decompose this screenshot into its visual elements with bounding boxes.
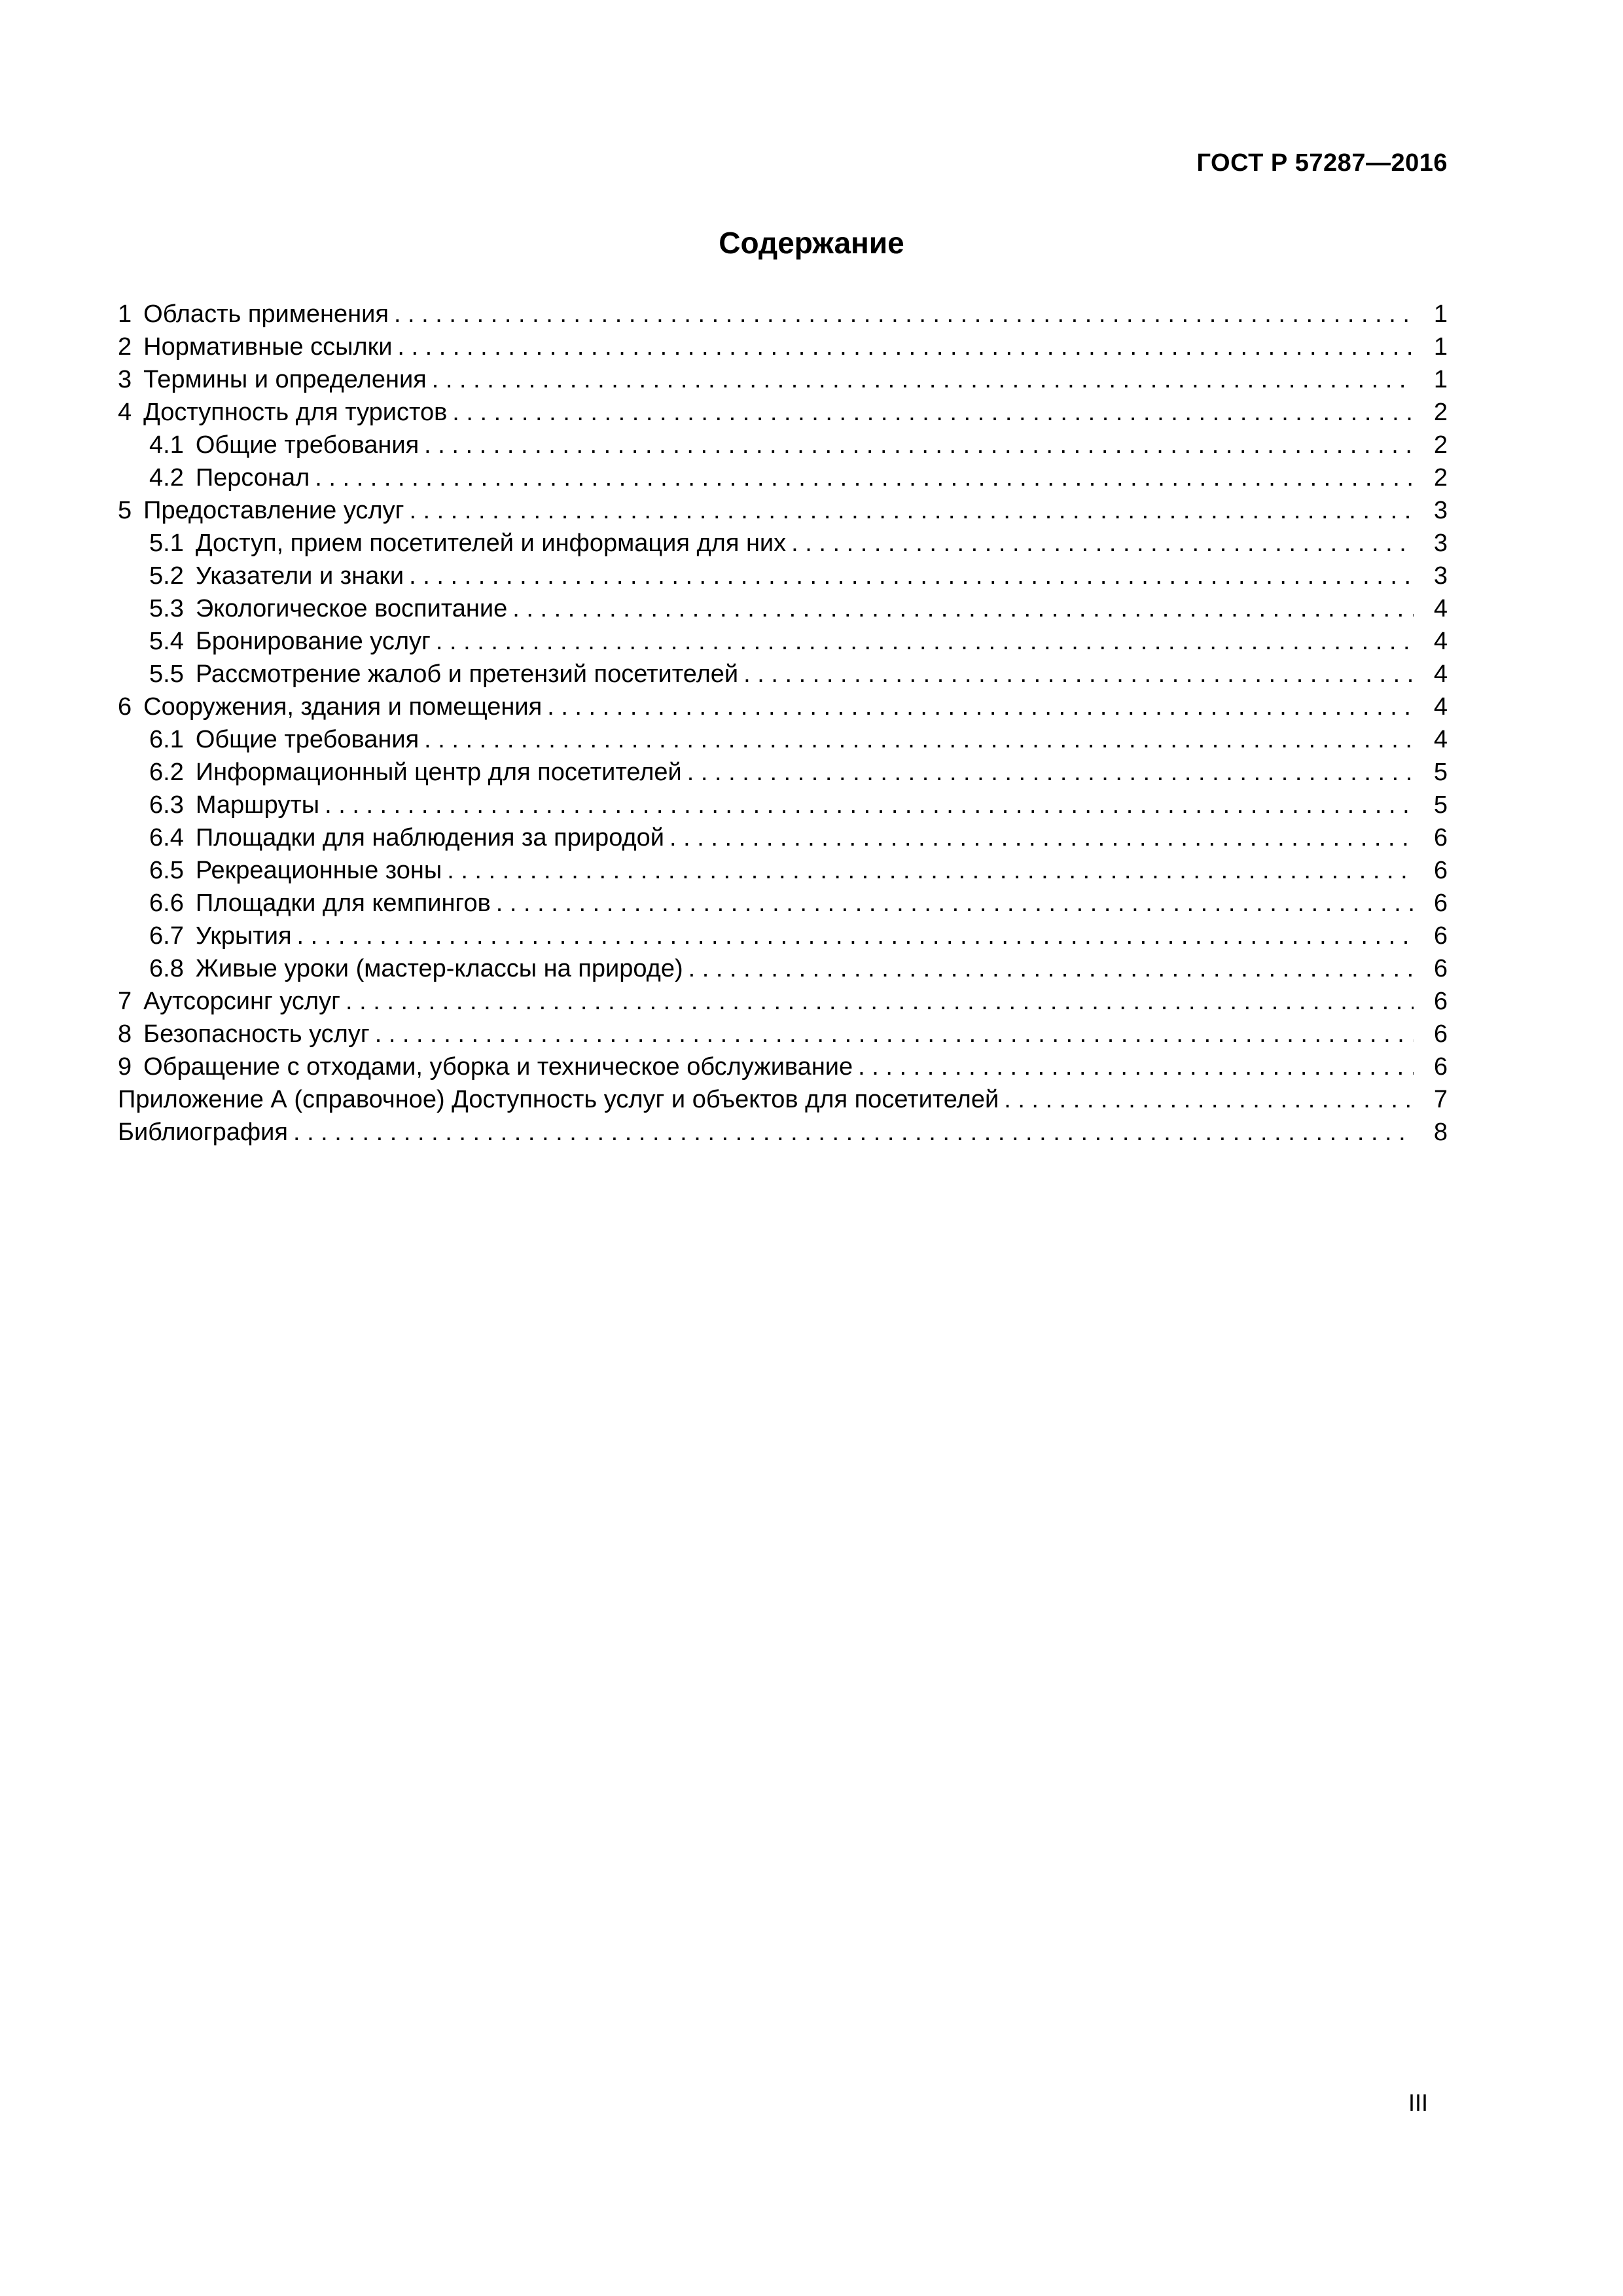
toc-entry-page: 6 [1433, 824, 1448, 852]
toc-entry-page: 6 [1433, 955, 1448, 982]
toc-entry[interactable] [118, 1116, 1448, 1149]
toc-entry[interactable] [118, 592, 1448, 625]
toc-entry-title: Живые уроки (мастер-классы на природе) [195, 955, 683, 982]
toc-entry-number: 5.5 [149, 660, 184, 688]
toc-entry-page: 3 [1433, 529, 1448, 557]
toc-entry-title: Область применения [143, 300, 389, 328]
toc-entry-title: Информационный центр для посетителей [195, 759, 682, 786]
toc-entry-number: 6.4 [149, 824, 184, 852]
toc-entry-title: Предоставление услуг [143, 497, 404, 524]
toc-entry[interactable] [118, 920, 1448, 952]
toc-entry-number: 6 [118, 693, 132, 721]
toc-entry-title: Термины и определения [143, 366, 427, 393]
toc-entry-title: Приложение А (справочное) Доступность услуг и объектов для посетителей [118, 1086, 999, 1113]
toc-entry-number: 4 [118, 399, 132, 426]
toc-entry-title: Бронирование услуг [195, 628, 431, 655]
toc-dot-leader [496, 887, 1414, 920]
toc-entry-page: 6 [1433, 922, 1448, 950]
toc-entry[interactable] [118, 1018, 1448, 1050]
toc-dot-leader [688, 952, 1414, 985]
toc-entry-number: 5.3 [149, 595, 184, 622]
toc-entry-title: Площадки для кемпингов [195, 889, 491, 917]
toc-entry-number: 6.3 [149, 791, 184, 819]
toc-dot-leader [452, 396, 1414, 429]
page-title: Содержание [719, 226, 904, 260]
toc-entry-page: 6 [1433, 988, 1448, 1015]
toc-entry-title: Общие требования [195, 726, 419, 753]
toc-entry-number: 5.4 [149, 628, 184, 655]
toc-entry-page: 4 [1433, 628, 1448, 655]
toc-entry[interactable] [118, 527, 1448, 560]
toc-entry-title: Площадки для наблюдения за природой [195, 824, 665, 852]
toc-dot-leader [293, 1116, 1414, 1149]
toc-dot-leader [409, 560, 1414, 592]
toc-entry[interactable] [118, 461, 1448, 494]
toc-entry-page: 1 [1433, 300, 1448, 328]
toc-entry-number: 4.2 [149, 464, 184, 492]
toc-entry[interactable] [118, 298, 1448, 331]
toc-entry[interactable] [118, 658, 1448, 691]
toc-entry-page: 5 [1433, 791, 1448, 819]
toc-dot-leader [447, 854, 1414, 887]
toc-dot-leader [791, 527, 1414, 560]
toc-entry-page: 2 [1433, 464, 1448, 492]
toc-entry-title: Маршруты [195, 791, 320, 819]
toc-dot-leader [512, 592, 1414, 625]
document-header-id: ГОСТ Р 57287—2016 [1196, 149, 1448, 177]
toc-entry-number: 9 [118, 1053, 132, 1081]
toc-entry[interactable] [118, 494, 1448, 527]
toc-entry-title: Доступность для туристов [143, 399, 448, 426]
toc-entry[interactable] [118, 789, 1448, 821]
toc-entry-number: 5.2 [149, 562, 184, 590]
toc-entry-title: Безопасность услуг [143, 1020, 370, 1048]
toc-entry-title: Общие требования [195, 431, 419, 459]
toc-dot-leader [325, 789, 1414, 821]
toc-dot-leader [424, 723, 1414, 756]
toc-dot-leader [397, 331, 1414, 363]
toc-dot-leader [436, 625, 1414, 658]
toc-entry-title: Нормативные ссылки [143, 333, 393, 361]
toc-entry-page: 3 [1433, 497, 1448, 524]
table-of-contents [118, 298, 1448, 1149]
toc-entry-page: 3 [1433, 562, 1448, 590]
toc-entry-page: 4 [1433, 726, 1448, 753]
toc-dot-leader [409, 494, 1414, 527]
toc-entry-title: Обращение с отходами, уборка и техническое обслуживание [143, 1053, 853, 1081]
toc-dot-leader [394, 298, 1414, 331]
toc-entry-page: 4 [1433, 693, 1448, 721]
toc-entry[interactable] [118, 1050, 1448, 1083]
toc-dot-leader [424, 429, 1414, 461]
toc-dot-leader [687, 756, 1414, 789]
toc-entry[interactable] [118, 1083, 1448, 1116]
toc-entry-title: Экологическое воспитание [195, 595, 508, 622]
toc-entry-page: 2 [1433, 399, 1448, 426]
toc-entry-number: 6.2 [149, 759, 184, 786]
toc-dot-leader [1004, 1083, 1414, 1116]
toc-dot-leader [547, 691, 1414, 723]
toc-entry-number: 2 [118, 333, 132, 361]
toc-entry-page: 1 [1433, 366, 1448, 393]
toc-entry-page: 4 [1433, 660, 1448, 688]
toc-dot-leader [432, 363, 1414, 396]
toc-entry-title: Укрытия [195, 922, 292, 950]
toc-entry[interactable] [118, 723, 1448, 756]
toc-entry-page: 5 [1433, 759, 1448, 786]
toc-dot-leader [346, 985, 1414, 1018]
toc-entry[interactable] [118, 887, 1448, 920]
toc-dot-leader [858, 1050, 1414, 1083]
toc-entry-number: 4.1 [149, 431, 184, 459]
toc-entry-number: 6.1 [149, 726, 184, 753]
toc-entry-number: 6.8 [149, 955, 184, 982]
toc-entry-number: 6.7 [149, 922, 184, 950]
toc-entry-page: 6 [1433, 1053, 1448, 1081]
toc-entry[interactable] [118, 429, 1448, 461]
toc-entry-number: 5 [118, 497, 132, 524]
toc-entry[interactable] [118, 625, 1448, 658]
toc-entry-page: 8 [1433, 1119, 1448, 1146]
toc-entry-number: 1 [118, 300, 132, 328]
toc-entry-number: 5.1 [149, 529, 184, 557]
page-number: III [1408, 2089, 1428, 2116]
toc-entry-title: Доступ, прием посетителей и информация для них [195, 529, 787, 557]
toc-entry-title: Указатели и знаки [195, 562, 404, 590]
toc-entry-title: Рекреационные зоны [195, 857, 442, 884]
toc-entry-page: 6 [1433, 857, 1448, 884]
toc-entry[interactable] [118, 952, 1448, 985]
toc-entry-page: 6 [1433, 889, 1448, 917]
toc-entry-page: 2 [1433, 431, 1448, 459]
toc-entry-page: 1 [1433, 333, 1448, 361]
toc-entry[interactable] [118, 363, 1448, 396]
toc-dot-leader [743, 658, 1414, 691]
toc-dot-leader [375, 1018, 1414, 1050]
toc-entry[interactable] [118, 985, 1448, 1018]
toc-entry-page: 7 [1433, 1086, 1448, 1113]
toc-entry-number: 6.6 [149, 889, 184, 917]
toc-entry[interactable] [118, 756, 1448, 789]
toc-dot-leader [297, 920, 1414, 952]
toc-entry-title: Аутсорсинг услуг [143, 988, 340, 1015]
toc-entry[interactable] [118, 331, 1448, 363]
toc-dot-leader [315, 461, 1414, 494]
toc-entry[interactable] [118, 854, 1448, 887]
toc-entry-number: 7 [118, 988, 132, 1015]
toc-entry[interactable] [118, 560, 1448, 592]
toc-entry-title: Сооружения, здания и помещения [143, 693, 543, 721]
toc-entry-number: 3 [118, 366, 132, 393]
toc-dot-leader [669, 821, 1414, 854]
toc-entry-page: 4 [1433, 595, 1448, 622]
toc-entry-number: 6.5 [149, 857, 184, 884]
toc-entry[interactable] [118, 821, 1448, 854]
toc-entry[interactable] [118, 691, 1448, 723]
toc-entry-title: Рассмотрение жалоб и претензий посетителей [195, 660, 739, 688]
toc-entry[interactable] [118, 396, 1448, 429]
toc-entry-title: Персонал [195, 464, 310, 492]
toc-entry-number: 8 [118, 1020, 132, 1048]
toc-entry-page: 6 [1433, 1020, 1448, 1048]
toc-entry-title: Библиография [118, 1119, 288, 1146]
